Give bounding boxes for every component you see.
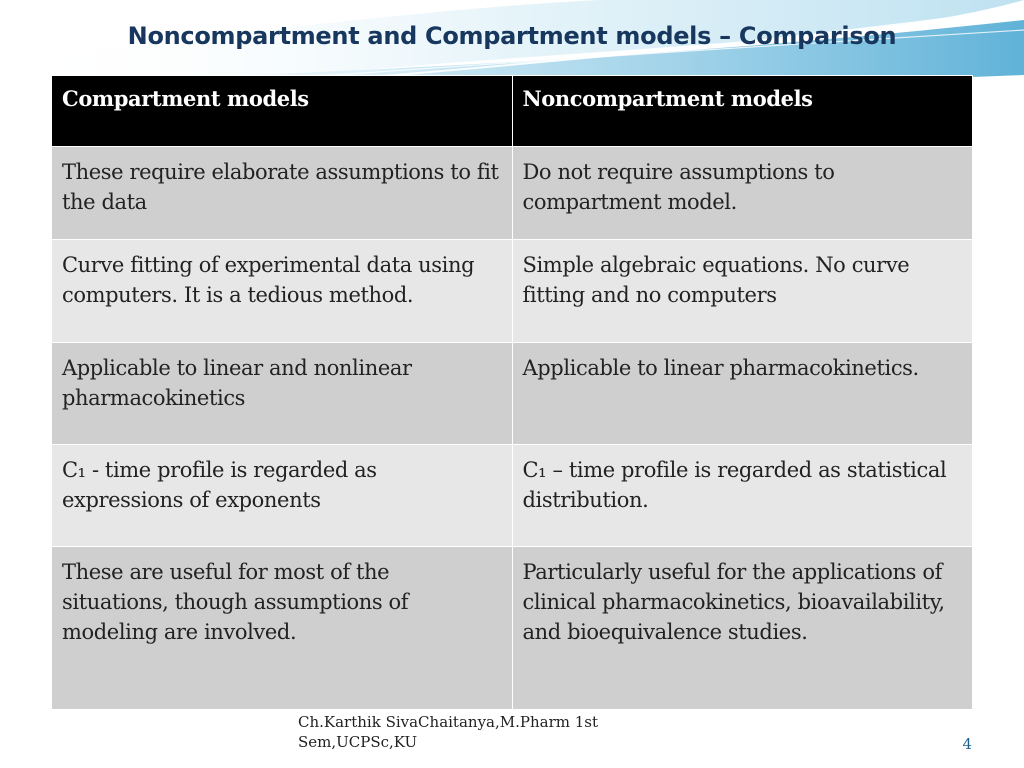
table-cell: Applicable to linear and nonlinear pharmacokinetics [52,343,513,445]
table-cell: Particularly useful for the applications of clinical pharmacokinetics, bioavailability, and bioequivalence studies. [512,547,973,710]
table-row [52,147,973,240]
table-row [52,445,973,547]
table-cell: These are useful for most of the situations, though assumptions of modeling are involved. [52,547,513,710]
table-cell: Simple algebraic equations. No curve fitting and no computers [512,240,973,343]
table-cell: C₁ – time profile is regarded as statistical distribution. [512,445,973,547]
table-cell: These require elaborate assumptions to fit the data [52,147,513,240]
table-row [52,343,973,445]
table-cell: Do not require assumptions to compartment model. [512,147,973,240]
table-row [52,240,973,343]
slide-title: Noncompartment and Compartment models – Comparison [127,22,897,50]
header-compartment-models: Compartment models [52,76,513,147]
table-header-row [52,76,973,147]
table-cell: C₁ - time profile is regarded as expressions of exponents [52,445,513,547]
page-number: 4 [962,735,972,753]
table-cell: Applicable to linear pharmacokinetics. [512,343,973,445]
table-row [52,547,973,710]
comparison-table [51,75,973,710]
table-cell: Curve fitting of experimental data using computers. It is a tedious method. [52,240,513,343]
header-noncompartment-models: Noncompartment models [512,76,973,147]
footer-author: Ch.Karthik SivaChaitanya,M.Pharm 1st Sem,UCPSc,KU [298,713,599,751]
